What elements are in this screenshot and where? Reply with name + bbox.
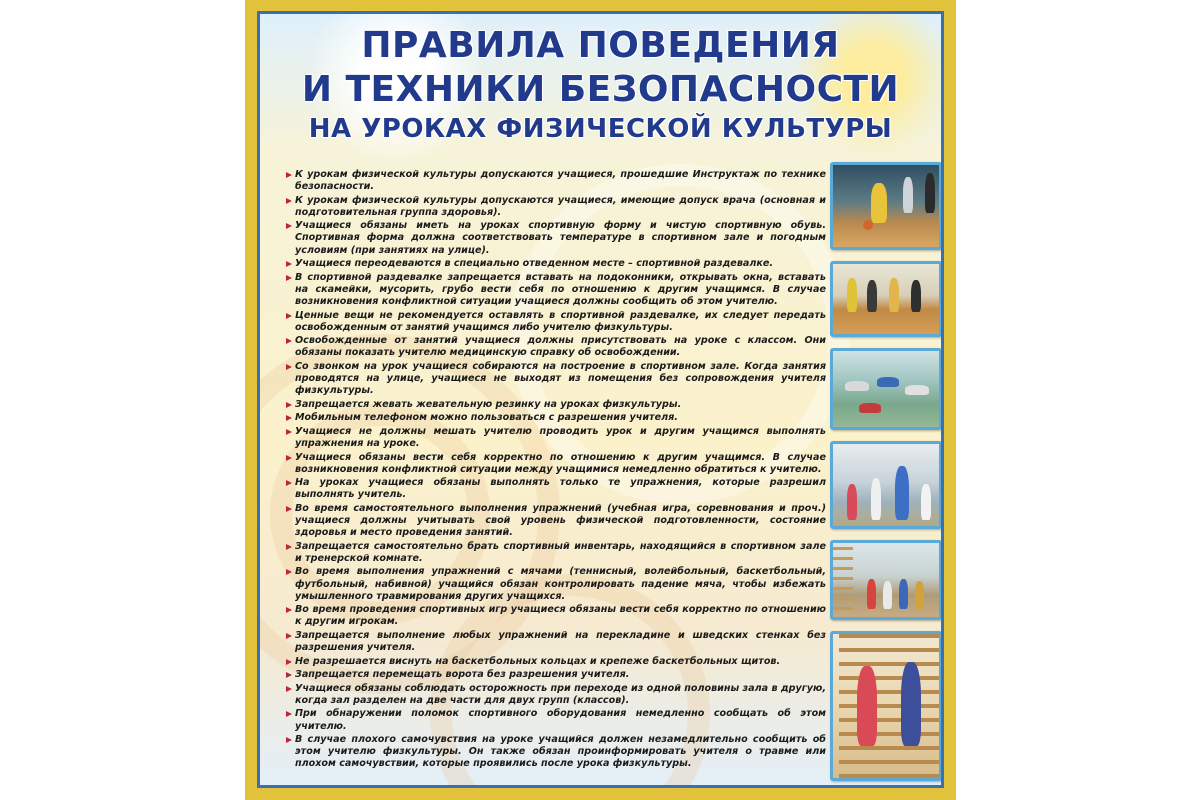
rule-item	[286, 541, 826, 565]
rule-text: Со звонком на урок учащиеся собираются на построение в спортивном зале. Когда занятия проводятся на улице, учащиеся не выходят из помещения без сопровождения учителя физкультуры.	[295, 360, 826, 397]
bullet-arrow-icon	[286, 711, 292, 717]
rule-text: Во время самостоятельного выполнения упражнений (учебная игра, соревнования и проч.) учащиеся должны учитывать свой уровень физической подготовленности, состояние здоровья и место проведения занятий.	[295, 502, 826, 539]
rule-item	[286, 683, 826, 707]
rule-text: Не разрешается виснуть на баскетбольных кольцах и крепеже баскетбольных щитов.	[295, 655, 781, 667]
rule-text: Учащиеся переодеваются в специально отведенном месте – спортивной раздевалке.	[295, 258, 774, 270]
figure-icon	[857, 666, 877, 746]
rule-text: Освобожденные от занятий учащиеся должны присутствовать на уроке с классом. Они обязаны показать учителю медицинскую справку об освобождении.	[295, 335, 826, 359]
figure-icon	[859, 403, 881, 413]
figure-icon	[889, 278, 899, 312]
photo-column	[830, 162, 942, 788]
rule-item	[286, 426, 826, 450]
rule-item	[286, 258, 826, 270]
figure-icon	[903, 177, 913, 213]
rule-text: Во время выполнения упражнений с мячами (теннисный, волейбольный, баскетбольный, футбольный, набивной) учащийся обязан контролировать падение мяча, чтобы избежать умышленного травмирования других учащихся.	[295, 566, 826, 602]
rule-text: К урокам физической культуры допускаются учащиеся, прошедшие Инструктаж по технике безопасности.	[295, 169, 826, 193]
bullet-arrow-icon	[286, 633, 292, 639]
rule-text: Учащиеся не должны мешать учителю проводить урок и другим учащимся выполнять упражнения на уроке.	[295, 425, 826, 449]
figure-icon	[925, 173, 935, 213]
rule-text: Во время проведения спортивных игр учащиеся обязаны вести себя корректно по отношению к другим игрокам.	[295, 604, 826, 628]
title-line-1: ПРАВИЛА ПОВЕДЕНИЯ	[361, 25, 840, 66]
rule-item	[286, 399, 826, 411]
bullet-arrow-icon	[286, 415, 292, 421]
rule-item	[286, 669, 826, 681]
bullet-arrow-icon	[286, 455, 292, 461]
bullet-arrow-icon	[286, 569, 292, 575]
rule-item	[286, 734, 826, 770]
rule-item	[286, 361, 826, 397]
bullet-arrow-icon	[286, 544, 292, 550]
rule-text: На уроках учащиеся обязаны выполнять только те упражнения, которые разрешил выполнять учитель.	[295, 477, 826, 501]
rule-item	[286, 220, 826, 256]
bullet-arrow-icon	[286, 480, 292, 486]
rule-item	[286, 412, 826, 424]
rule-item	[286, 503, 826, 539]
ball-icon	[863, 220, 873, 230]
bullet-arrow-icon	[286, 172, 292, 178]
bullet-arrow-icon	[286, 275, 292, 281]
bullet-arrow-icon	[286, 686, 292, 692]
rule-item	[286, 169, 826, 193]
rule-text: Мобильным телефоном можно пользоваться с разрешения учителя.	[295, 412, 678, 424]
rules-list	[286, 169, 826, 772]
bullet-arrow-icon	[286, 223, 292, 229]
rule-item	[286, 195, 826, 219]
figure-icon	[899, 579, 908, 609]
figure-icon	[877, 377, 899, 387]
figure-icon	[867, 579, 876, 609]
photo-basketball	[830, 162, 942, 250]
wall-bars-icon	[839, 634, 939, 780]
rule-text: К урокам физической культуры допускаются учащиеся, имеющие допуск врача (основная и подготовительная группа здоровья).	[295, 194, 826, 218]
figure-icon	[867, 280, 877, 312]
photo-gym-exercise	[830, 261, 942, 337]
bullet-arrow-icon	[286, 198, 292, 204]
poster-panel	[257, 11, 944, 788]
rule-text: Запрещается выполнение любых упражнений на перекладине и шведских стенках без разрешения учителя.	[295, 629, 826, 653]
rule-text: В спортивной раздевалке запрещается вставать на подоконники, открывать окна, вставать на скамейки, мусорить, грубо вести себя по отношению к другим учащимся. В случае возникновения конфликтной ситуации учащиеся должны сообщить об этом учителю.	[295, 271, 826, 307]
bullet-arrow-icon	[286, 672, 292, 678]
figure-icon	[911, 280, 921, 312]
rule-text: Запрещается самостоятельно брать спортивный инвентарь, находящийся в спортивном зале и тренерской комнате.	[295, 540, 826, 564]
rule-text: Запрещается жевать жевательную резинку на уроках физкультуры.	[295, 398, 682, 410]
wall-bars-icon	[833, 547, 853, 617]
photo-line-up	[830, 540, 942, 620]
bullet-arrow-icon	[286, 364, 292, 370]
photo-floor-exercise	[830, 348, 942, 430]
title-line-3: НА УРОКАХ ФИЗИЧЕСКОЙ КУЛЬТУРЫ	[308, 114, 893, 144]
figure-icon	[871, 183, 887, 223]
rule-item	[286, 604, 826, 628]
figure-icon	[871, 478, 881, 520]
rule-item	[286, 335, 826, 359]
bullet-arrow-icon	[286, 261, 292, 267]
title-line-2: И ТЕХНИКИ БЕЗОПАСНОСТИ	[301, 69, 900, 110]
figure-icon	[901, 662, 921, 746]
bullet-arrow-icon	[286, 313, 292, 319]
figure-icon	[847, 278, 857, 312]
bullet-arrow-icon	[286, 659, 292, 665]
figure-icon	[915, 581, 924, 609]
rule-text: Запрещается перемещать ворота без разрешения учителя.	[295, 669, 630, 681]
figure-icon	[847, 484, 857, 520]
figure-icon	[883, 581, 892, 609]
rule-item	[286, 708, 826, 732]
bullet-arrow-icon	[286, 506, 292, 512]
bullet-arrow-icon	[286, 402, 292, 408]
rule-text: Учащиеся обязаны вести себя корректно по отношению к другим учащимся. В случае возникновения конфликтной ситуации между учащимися немедленно обратиться к учителю.	[295, 451, 826, 475]
figure-icon	[921, 484, 931, 520]
bullet-arrow-icon	[286, 429, 292, 435]
rule-text: При обнаружении поломок спортивного оборудования немедленно сообщать об этом учителю.	[295, 708, 826, 732]
rule-item	[286, 477, 826, 501]
rule-item	[286, 656, 826, 668]
safety-poster	[245, 0, 956, 800]
rule-text: В случае плохого самочувствия на уроке учащийся должен незамедлительно сообщить об этом учителю физкультуры. Он также обязан проинформировать учителя о травме или плохом самочувствии, которые проявились после урока физкультуры.	[295, 734, 826, 770]
rule-text: Учащиеся обязаны иметь на уроках спортивную форму и чистую спортивную обувь. Спортивная форма должна соответствовать температуре в спортивном зале и погодным условиям (при занятиях на улице).	[295, 220, 826, 256]
bullet-arrow-icon	[286, 607, 292, 613]
rule-item	[286, 272, 826, 308]
rule-text: Учащиеся обязаны соблюдать осторожность при переходе из одной половины зала в другую, когда зал разделен на две части для двух групп (классов).	[295, 682, 826, 706]
bullet-arrow-icon	[286, 338, 292, 344]
bullet-arrow-icon	[286, 737, 292, 743]
photo-wall-bars	[830, 631, 942, 781]
rule-item	[286, 566, 826, 602]
figure-icon	[905, 385, 929, 395]
figure-icon	[845, 381, 869, 391]
poster-title	[260, 25, 941, 144]
rule-item	[286, 452, 826, 476]
rule-text: Ценные вещи не рекомендуется оставлять в спортивной раздевалке, их следует передать освобожденным от занятий учащимся либо учителю физкультуры.	[295, 309, 826, 333]
figure-icon	[895, 466, 909, 520]
rule-item	[286, 310, 826, 334]
photo-stretching	[830, 441, 942, 529]
rule-item	[286, 630, 826, 654]
